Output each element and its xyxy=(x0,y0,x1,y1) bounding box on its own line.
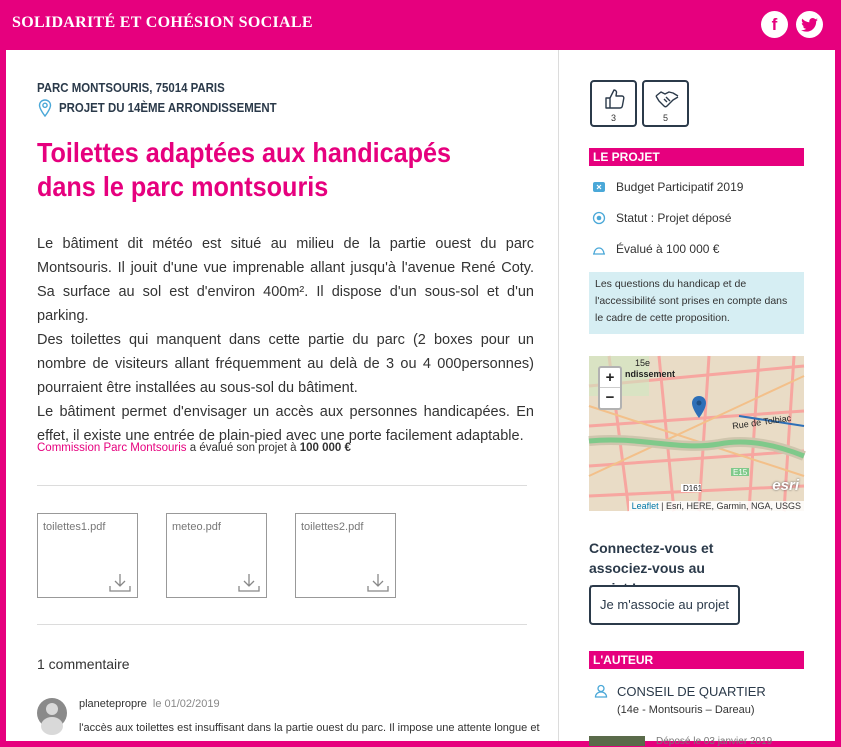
document-card[interactable] xyxy=(37,513,138,598)
user-icon xyxy=(594,684,608,698)
map-label: 15e xyxy=(635,358,651,368)
project-heading: LE PROJET xyxy=(589,148,804,166)
zoom-in-button[interactable]: + xyxy=(600,368,620,388)
project-address: PARC MONTSOURIS, 75014 PARIS xyxy=(37,80,225,95)
download-icon[interactable] xyxy=(367,573,389,593)
description-paragraph: Le bâtiment dit météo est situé au milieu de la partie ouest du parc Montsouris. Il jouit d'une vue imprenable allant jusqu'à l'avenue René Coty. Sa surface au sol est d'environ 400m². Il dispose d'un sous-sol et d'un parking. xyxy=(37,236,534,324)
comment-author[interactable]: planetepropre xyxy=(79,698,147,710)
status-row xyxy=(592,211,731,225)
download-icon[interactable] xyxy=(238,573,260,593)
deposit-date: Déposé le 03 janvier 2019 xyxy=(656,736,773,747)
comment-meta xyxy=(79,698,220,710)
divider xyxy=(37,624,527,625)
map-attribution xyxy=(629,501,804,511)
top-bar xyxy=(0,0,841,50)
document-card[interactable] xyxy=(166,513,267,598)
estimate-row xyxy=(592,242,719,256)
content-frame xyxy=(6,50,835,747)
author-heading: L'AUTEUR xyxy=(589,651,804,669)
arrondissement-label: PROJET DU 14ÈME ARRONDISSEMENT xyxy=(59,100,277,115)
associate-button[interactable] xyxy=(642,80,689,127)
divider xyxy=(37,485,527,486)
evaluation-text: a évalué son projet à xyxy=(189,442,297,454)
avatar xyxy=(37,698,67,728)
location-pin-icon xyxy=(38,99,52,117)
comments-count: 1 commentaire xyxy=(37,656,130,672)
support-button[interactable] xyxy=(590,80,637,127)
comment-date: le 01/02/2019 xyxy=(152,698,220,710)
comment-text: l'accès aux toilettes est insuffisant dans la partie ouest du parc. Il impose une attente longue et xyxy=(79,722,540,734)
commission-link[interactable]: Commission Parc Montsouris xyxy=(37,442,187,454)
map-label: D161 xyxy=(683,484,703,493)
estimate-label: Évalué à 100 000 € xyxy=(616,242,720,256)
project-title: Toilettes adaptées aux handicapés dans le parc montsouris xyxy=(37,137,452,202)
support-count: 3 xyxy=(610,113,616,123)
cta-label: Connectez-vous et associez-vous au xyxy=(589,540,714,576)
associate-count: 5 xyxy=(662,113,668,123)
thumbnail[interactable] xyxy=(589,736,645,746)
evaluation-amount: 100 000 € xyxy=(299,442,351,454)
info-box: Les questions du handicap et de l'accessibilité sont prises en compte dans le cadre de cette proposition. xyxy=(589,272,804,334)
zoom-control xyxy=(598,366,622,410)
associate-project-button[interactable]: Je m'associe au projet xyxy=(589,585,740,625)
thumbs-up-icon xyxy=(603,87,627,111)
leaflet-link[interactable]: Leaflet xyxy=(631,501,659,511)
esri-logo: esri xyxy=(772,477,799,494)
attribution-text: | Esri, HERE, Garmin, NGA, USGS xyxy=(661,501,801,511)
document-name: toilettes2.pdf xyxy=(301,521,364,533)
map-label: Rue de Tolbiac xyxy=(731,412,792,432)
project-description xyxy=(37,232,534,448)
facebook-icon[interactable]: f xyxy=(761,11,788,38)
map-label: ndissement xyxy=(625,369,676,379)
map-label: E15 xyxy=(733,468,748,477)
budget-label: Budget Participatif 2019 xyxy=(616,180,744,194)
document-name: toilettes1.pdf xyxy=(43,521,106,533)
budget-icon xyxy=(592,180,606,194)
document-name: meteo.pdf xyxy=(172,521,221,533)
author-subtitle: (14e - Montsouris – Dareau) xyxy=(617,704,755,716)
status-label: Statut : Projet déposé xyxy=(616,211,732,225)
estimate-icon xyxy=(592,242,606,256)
zoom-out-button[interactable]: − xyxy=(605,389,615,406)
twitter-icon[interactable] xyxy=(796,11,823,38)
column-divider xyxy=(558,50,559,741)
description-paragraph: Des toilettes qui manquent dans cette partie du parc (2 boxes pour un nombre de visiteurs allant fréquemment au delà de 3 ou 4 000personnes) pourraient être installées au sous-sol du bâtiment. xyxy=(37,332,534,396)
document-card[interactable] xyxy=(295,513,396,598)
category-title: SOLIDARITÉ ET COHÉSION SOCIALE xyxy=(12,14,313,31)
author-name: CONSEIL DE QUARTIER xyxy=(617,684,766,699)
map[interactable] xyxy=(589,356,804,511)
handshake-icon xyxy=(655,87,679,111)
status-icon xyxy=(592,211,606,225)
download-icon[interactable] xyxy=(109,573,131,593)
description-paragraph: Le bâtiment permet d'envisager un accès aux personnes handicapées. En effet, il existe une entrée de plain-pied avec une porte facilement adaptable. xyxy=(37,404,534,444)
budget-row xyxy=(592,180,743,194)
evaluation-line xyxy=(37,442,351,454)
